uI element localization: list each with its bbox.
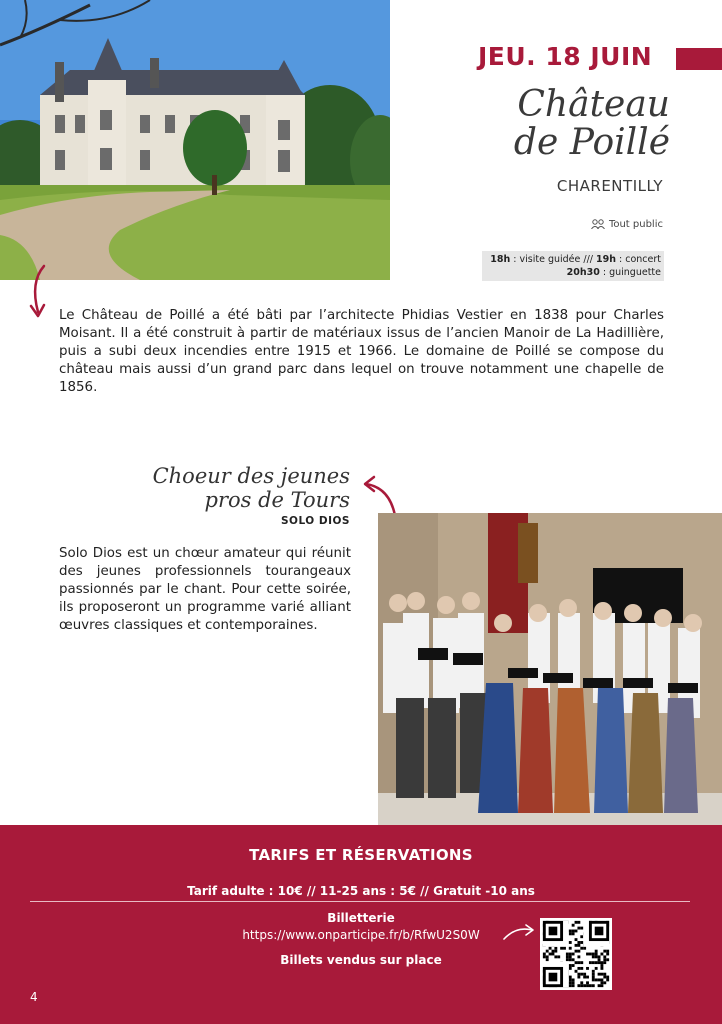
venue-line-2: de Poillé: [513, 122, 670, 163]
event-date: JEU. 18 JUIN: [478, 42, 653, 71]
label-1: : visite guidée ///: [510, 254, 597, 265]
castle-photo: [0, 0, 390, 280]
arrow-to-qr-icon: [502, 922, 536, 942]
label-2: : concert: [616, 254, 661, 265]
date-accent-bar: [676, 48, 722, 70]
time-1: 18h: [490, 254, 511, 265]
audience-label: [560, 219, 663, 230]
people-icon: [591, 219, 605, 229]
time-2: 19h: [596, 254, 616, 265]
choir-subtitle: SOLO DIOS: [281, 515, 350, 527]
schedule-box: [482, 251, 664, 281]
schedule-line-1: [482, 253, 661, 266]
tarifs-line: Tarif adulte : 10€ // 11-25 ans : 5€ // Gratuit -10 ans: [187, 884, 535, 898]
choir-description: Solo Dios est un chœur amateur qui réunit des jeunes professionnels tourangeaux passionnés par le chant. Pour cette soirée, ils proposeront un programme varié alliant œuvres classiques et contemporaines.: [59, 546, 351, 633]
venue-title: [470, 86, 670, 162]
schedule-line-2: [482, 266, 661, 279]
footer-divider: [30, 901, 690, 902]
choir-title-line-1: Choeur des jeunes: [152, 464, 350, 488]
footer-title: TARIFS ET RÉSERVATIONS: [249, 846, 473, 864]
on-site-sales: Billets vendus sur place: [280, 953, 442, 967]
qr-code[interactable]: [540, 918, 612, 990]
billetterie-link[interactable]: https://www.onparticipe.fr/b/RfwU2S0W: [242, 928, 480, 942]
town-name: CHARENTILLY: [556, 177, 663, 195]
choir-photo: [378, 513, 722, 825]
billetterie-label: Billetterie: [327, 911, 395, 925]
time-3: 20h30: [566, 267, 600, 278]
choir-title-line-2: pros de Tours: [204, 488, 350, 512]
label-3: : guinguette: [599, 267, 661, 278]
venue-line-1: Château: [517, 84, 670, 125]
audience-text: Tout public: [608, 219, 663, 230]
choir-title: [150, 464, 350, 512]
chateau-description: Le Château de Poillé a été bâti par l’architecte Phidias Vestier en 1838 pour Charles Moisant. Il a été construit à partir de matériaux issus de l’ancien Manoir de La Hadillière, puis a subi deux incendies entre 1915 et 1966. Le domaine de Poillé se compose du château mais aussi d’un grand parc dans lequel on trouve notamment une chapelle de 1856.: [59, 308, 664, 395]
page-number: 4: [30, 990, 38, 1004]
curved-arrow-icon: [26, 262, 50, 322]
